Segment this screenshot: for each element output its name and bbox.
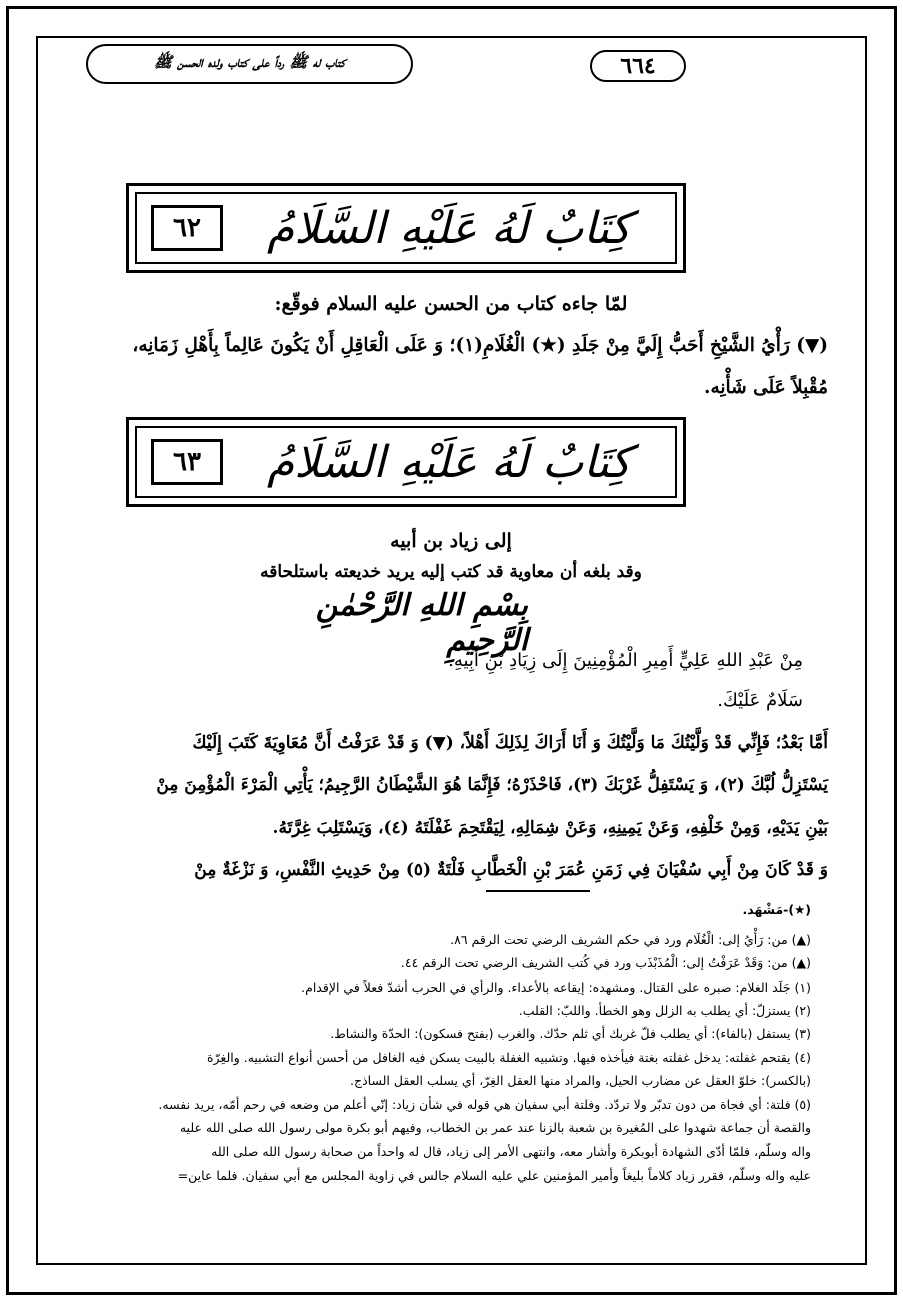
letter-63-para1-line3: بَيْنِ يَدَيْهِ، وَمِنْ خَلْفِهِ، وَعَنْ يَمِينِهِ، وَعَنْ شِمَالِهِ، لِيَقْتَحِمَ غَفْلَتَهُ (٤)، وَيَسْتَلِبَ غِرَّتَهُ. <box>272 818 828 838</box>
letter-63-context: وقد بلغه أن معاوية قد كتب إليه يريد خديعته باستلحاقه <box>260 562 642 582</box>
letter-63-title: كِتَابٌ لَهُ عَلَيْهِ السَّلَامُ <box>266 436 632 488</box>
basmala-calligraphy: بِسْمِ اللهِ الرَّحْمٰنِ الرَّحِيمِ <box>315 587 528 658</box>
letter-62-text-line1: (▼) رَأْيُ الشَّيْخِ أَحَبُّ إِلَيَّ مِنْ جَلَدِ (★) الْغُلَامِ(١)؛ وَ عَلَى الْعَاقِلِ أَنْ يَكُونَ عَالِماً بِأَهْلِ زَمَانِه، <box>132 335 828 356</box>
underline-rule <box>486 890 590 892</box>
footnote-5: (٣) يستفل (بالفاء): أي يطلب فلّ غربك أي ثلم حدّك. والغرب (بفتح فسكون): الحدّة والنشاط. <box>330 1026 811 1041</box>
letter-62-text-line2: مُقْبِلاً عَلَى شَأْنِه. <box>704 377 828 398</box>
page-number: ٦٦٤ <box>590 50 686 82</box>
letter-63-from-line: مِنْ عَبْدِ اللهِ عَلِيٍّ أَمِيرِ الْمُؤْمِنِينَ إِلَى زِيَادِ بْنِ أَبِيهِ. <box>448 650 803 671</box>
footnote-3: (١) جَلَد الغلام: صبره على القتال. ومشهده: إيقاعه بالأعداء. والرأي في الحرب أشدّ فعلاً في الإقدام. <box>301 980 811 995</box>
footnote-2: (▲) من: وَقَدْ عَرَفْتُ إلى: الْمُذَبْذَب ورد في كُتب الشريف الرضي تحت الرقم ٤٤. <box>400 955 811 970</box>
letter-63-para2-line1: وَ قَدْ كَانَ مِنْ أَبِي سُفْيَانَ فِي زَمَنِ عُمَرَ بْنِ الْخَطَّابِ فَلْتَةٌ (٥) مِنْ حَدِيثِ النَّفْسِ، وَ نَزْغَةٌ مِنْ <box>194 860 828 880</box>
letter-63-recipient: إلى زياد بن أبيه <box>390 530 512 552</box>
letter-62-number: ٦٢ <box>151 205 223 251</box>
footnote-9: والقصة أن جماعة شهدوا على المُغيرة بن شعبة بالزنا عند عمر بن الخطاب، وفيهم أبو بكرة مولى رسول الله صلى الله عليه <box>179 1120 811 1135</box>
letter-62-title-box <box>126 183 686 273</box>
footnote-10: واله وسلّم، فلمّا أدّى الشهادة أبوبكرة وأشار معه، وانتهى الأمر إلى زياد، قال له واحداً من صحابة رسول الله صلى الله <box>211 1144 811 1159</box>
letter-63-para1-line1: أَمَّا بَعْدُ؛ فَإِنِّي قَدْ وَلَّيْتُكَ مَا وَلَّيْتُكَ وَ أَنَا أَرَاكَ لِذَلِكَ أَهْلاً، (▼) وَ قَدْ عَرَفْتُ أَنَّ مُعَاوِيَةَ كَتَبَ إِلَيْكَ <box>192 733 828 753</box>
footnote-1: (▲) من: رَأْيُ إلى: الْغُلَام ورد في حكم الشريف الرضي تحت الرقم ٨٦. <box>450 932 811 947</box>
letter-63-title-box <box>126 417 686 507</box>
footnote-11: عليه واله وسلّم، فقرر زياد كلاماً بليغاً وأمير المؤمنين علي عليه السلام جالس في زاوية المجلس مع أبي سفيان. فلما عاين= <box>177 1168 811 1183</box>
letter-63-salutation: سَلَامٌ عَلَيْكَ. <box>717 690 803 711</box>
running-header: كتاب له ﷺ رداً على كتاب ولده الحسن ﷺ <box>86 44 413 84</box>
letter-62-title: كِتَابٌ لَهُ عَلَيْهِ السَّلَامُ <box>266 202 632 254</box>
footnote-8: (٥) فلتة: أي فجاة من دون تدبّر ولا تردّد. وفلتة أبي سفيان هي قوله في شأن زياد: إنّي أعلم من وضعه في رحم أمّه، يريد نفسه. <box>158 1097 811 1112</box>
letter-62-intro: لمّا جاءه كتاب من الحسن عليه السلام فوقّع: <box>274 293 628 315</box>
footnote-6: (٤) يقتحم غفلته: يدخل غفلته بغتة فيأخذه فيها. وتشبيه الغفلة بالبيت يسكن فيه الغافل من أحسن أنواع التشبيه. والغِرّة <box>206 1050 811 1065</box>
footnote-0: (★)-مَشْهَد. <box>742 902 811 917</box>
footnote-4: (٢) يستزلّ: أي يطلب به الزلل وهو الخطأ. واللبّ: القلب. <box>518 1003 811 1018</box>
footnote-7: (بالكسر): خلوّ العقل عن مضارب الحيل، والمراد منها العقل الغِرّ، أي يسلب العقل الساذج. <box>350 1073 811 1088</box>
letter-63-number: ٦٣ <box>151 439 223 485</box>
letter-63-para1-line2: يَسْتَزِلُّ لُبَّكَ (٢)، وَ يَسْتَفِلُّ غَرْبَكَ (٣)، فَاحْذَرْهُ؛ فَإِنَّمَا هُوَ الشَّيْطَانُ الرَّجِيمُ؛ يَأْتِي الْمَرْءَ الْمُؤْمِنَ مِنْ <box>156 775 828 795</box>
